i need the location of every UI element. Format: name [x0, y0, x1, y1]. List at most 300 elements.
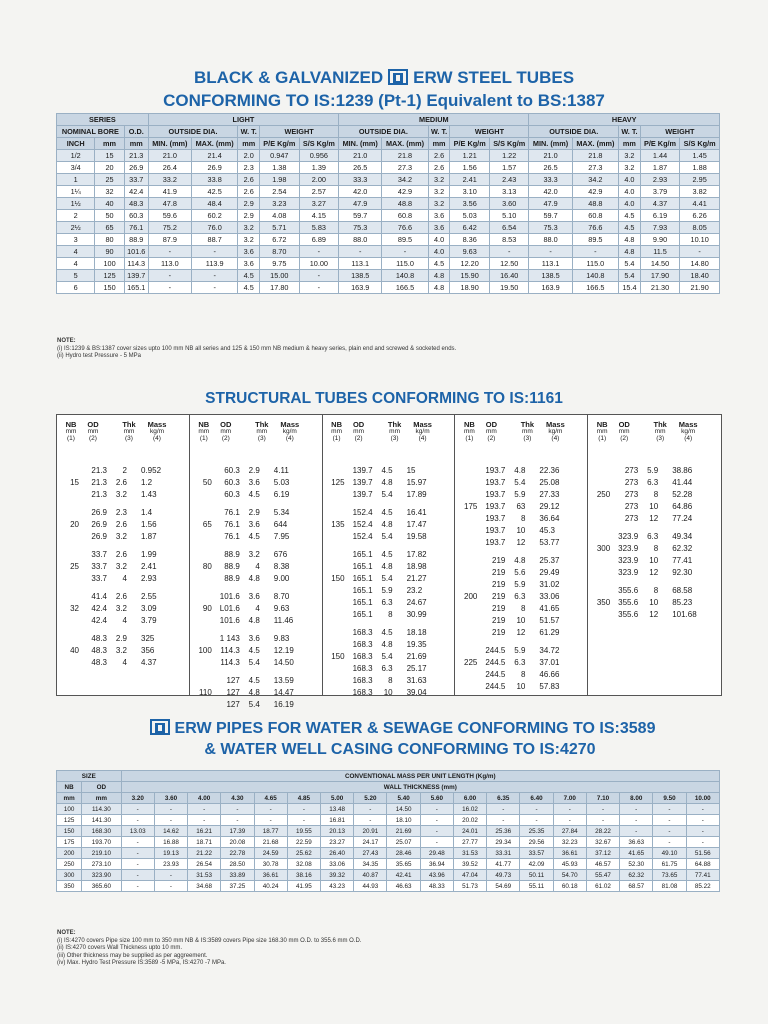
- table-cell: 16.02: [453, 804, 486, 815]
- structural-tubes-table: [56, 414, 722, 709]
- nb-value: 80: [202, 562, 212, 571]
- table-cell: 23.93: [154, 859, 187, 870]
- table-cell: 273.10: [82, 859, 121, 870]
- structural-row: [323, 609, 455, 621]
- table-cell: 42.0: [529, 186, 572, 198]
- table-cell: 125: [95, 270, 124, 282]
- table-cell: -: [287, 804, 320, 815]
- table-cell: 54.70: [553, 870, 586, 881]
- table-cell: -: [653, 804, 686, 815]
- table-cell: 75.3: [529, 222, 572, 234]
- structural-row: [190, 615, 322, 627]
- table-cell: 14.50: [387, 804, 420, 815]
- erw-notes: NOTE: (i) IS:1239 & BS:1387 cover sizes upto 100 mm NB all series and 125 & 150 mm NB medium & heavy series, plain end and screwed & socketed ends. (ii) Hydro test Pressure - 5 MPa: [57, 338, 457, 359]
- thickness-header: 4.65: [254, 793, 287, 804]
- structural-cell: 2.93: [141, 574, 157, 583]
- table-cell: 21.30: [640, 282, 680, 294]
- column-header-text: (1): [598, 435, 607, 442]
- structural-row: [455, 489, 587, 501]
- column-header-text: (4): [418, 435, 427, 442]
- table-cell: 21.69: [387, 826, 420, 837]
- table-cell: 21.8: [572, 150, 618, 162]
- thickness-header: 9.50: [653, 793, 686, 804]
- structural-cell: 10: [649, 556, 659, 565]
- table-cell: -: [121, 859, 154, 870]
- table-cell: 21.0: [148, 150, 191, 162]
- table-cell: 15: [95, 150, 124, 162]
- table-cell: 25.62: [287, 848, 320, 859]
- structural-cell: 33.7: [91, 574, 107, 583]
- table-cell: 47.9: [529, 198, 572, 210]
- table-cell: 1.39: [299, 162, 339, 174]
- structural-cell: 31.02: [539, 580, 560, 589]
- table-cell: 4.5: [619, 222, 641, 234]
- nb-value: 65: [202, 520, 212, 529]
- table-cell: 3.2: [619, 162, 641, 174]
- table-cell: 48.4: [191, 198, 237, 210]
- column-header-text: (3): [390, 435, 399, 442]
- structural-cell: 41.65: [539, 604, 560, 613]
- table-cell: 88.0: [529, 234, 572, 246]
- column-header-text: mm: [463, 428, 475, 435]
- table-cell: 33.57: [520, 848, 553, 859]
- nb-value: 40: [70, 646, 79, 655]
- structural-cell: 165.1: [352, 550, 373, 559]
- table-cell: 42.9: [382, 186, 428, 198]
- table-cell: 87.9: [148, 234, 191, 246]
- nb-value: 100: [198, 646, 212, 655]
- table-cell: 365.60: [82, 881, 121, 892]
- structural-cell: 4: [255, 562, 260, 571]
- thickness-row: [57, 793, 720, 804]
- table-cell: 163.9: [339, 282, 382, 294]
- structural-cell: 193.7: [485, 502, 506, 511]
- table-cell: 18.71: [188, 837, 221, 848]
- structural-cell: 219: [492, 580, 506, 589]
- table-cell: 20: [95, 162, 124, 174]
- table-cell: 5: [57, 270, 95, 282]
- structural-cell: 8: [653, 544, 659, 553]
- structural-row: [57, 657, 189, 669]
- nb-value: 20: [70, 520, 79, 529]
- structural-cell: 76.1: [224, 532, 240, 541]
- table-cell: 5.83: [299, 222, 339, 234]
- structural-row: [588, 477, 720, 489]
- column-header-text: (2): [354, 435, 363, 442]
- structural-row: [323, 675, 455, 687]
- structural-cell: 165.1: [352, 610, 373, 619]
- structural-row: [57, 477, 189, 489]
- structural-cell: 21.3: [91, 490, 107, 499]
- table-cell: 39.52: [453, 859, 486, 870]
- table-row: [57, 210, 720, 222]
- structural-cell: 219: [492, 628, 506, 637]
- structural-cell: 4: [122, 658, 127, 667]
- table-cell: 76.6: [382, 222, 428, 234]
- table-cell: 51.56: [686, 848, 719, 859]
- sub-header: WEIGHT: [260, 126, 339, 138]
- structural-cell: 4.5: [381, 508, 393, 517]
- table-cell: 3.2: [619, 150, 641, 162]
- table-cell: 30.78: [254, 859, 287, 870]
- structural-row: [588, 465, 720, 477]
- erw-title-line2: CONFORMING TO IS:1239 (Pt-1) Equivalent to BS:1387: [163, 91, 605, 110]
- table-cell: 3.27: [299, 198, 339, 210]
- structural-cell: 57.83: [539, 682, 560, 691]
- structural-row: [57, 645, 189, 657]
- structural-cell: 152.4: [352, 520, 373, 529]
- structural-cell: 8.70: [273, 592, 290, 601]
- column-header: S/S Kg/m: [680, 138, 720, 150]
- structural-cell: 5.4: [381, 532, 393, 541]
- sub-header: WEIGHT: [640, 126, 719, 138]
- thickness-header: 10.00: [686, 793, 719, 804]
- column-header: MIN. (mm): [339, 138, 382, 150]
- table-cell: 65: [95, 222, 124, 234]
- table-cell: 1.98: [260, 174, 300, 186]
- table-cell: 80: [95, 234, 124, 246]
- nb-value: 300: [596, 544, 611, 553]
- table-cell: 26.9: [124, 162, 148, 174]
- table-cell: 3.79: [640, 186, 680, 198]
- table-cell: 8.53: [489, 234, 529, 246]
- structural-cell: 219: [492, 568, 506, 577]
- table-cell: 26.54: [188, 859, 221, 870]
- structural-cell: 68.58: [672, 586, 693, 595]
- structural-cell: 92.30: [672, 568, 693, 577]
- table-cell: 16.21: [188, 826, 221, 837]
- table-cell: 139.7: [124, 270, 148, 282]
- table-cell: 62.32: [620, 870, 653, 881]
- table-cell: 250: [57, 859, 82, 870]
- structural-cell: 2.9: [248, 466, 260, 475]
- structural-cell: 5.03: [273, 478, 290, 487]
- structural-cell: 2.6: [115, 520, 127, 529]
- table-cell: 33.06: [321, 859, 354, 870]
- unit-cell: mm: [57, 793, 82, 804]
- table-cell: -: [653, 826, 686, 837]
- table-cell: 6: [57, 282, 95, 294]
- thickness-header: 4.00: [188, 793, 221, 804]
- table-cell: 39.32: [321, 870, 354, 881]
- table-cell: 14.62: [154, 826, 187, 837]
- table-cell: -: [299, 246, 339, 258]
- table-cell: 55.47: [586, 870, 619, 881]
- table-cell: -: [520, 815, 553, 826]
- table-cell: 113.0: [148, 258, 191, 270]
- table-cell: 18.77: [254, 826, 287, 837]
- table-cell: 114.3: [124, 258, 148, 270]
- structural-cell: 85.23: [672, 598, 693, 607]
- structural-row: [588, 585, 720, 597]
- structural-row: [57, 465, 189, 477]
- table-cell: 2.0: [238, 150, 260, 162]
- structural-cell: 19.35: [406, 640, 427, 649]
- column-header-text: Thk: [255, 420, 269, 429]
- sub-header: W. T.: [238, 126, 260, 138]
- table-cell: -: [653, 837, 686, 848]
- table-cell: 175: [57, 837, 82, 848]
- structural-cell: 168.3: [352, 640, 373, 649]
- sub-header: WEIGHT: [450, 126, 529, 138]
- structural-cell: 0.952: [141, 466, 162, 475]
- table-cell: -: [520, 804, 553, 815]
- structural-cell: 168.3: [352, 628, 373, 637]
- structural-cell: 168.3: [352, 688, 373, 697]
- structural-row: [57, 615, 189, 627]
- structural-cell: 41.4: [91, 592, 107, 601]
- table-cell: 33.8: [191, 174, 237, 186]
- structural-row: [455, 501, 587, 513]
- structural-cell: 244.5: [485, 670, 506, 679]
- structural-row: [190, 687, 322, 699]
- table-cell: 4: [57, 258, 95, 270]
- table-cell: 113.1: [529, 258, 572, 270]
- table-row: [57, 804, 720, 815]
- structural-cell: 193.7: [485, 466, 506, 475]
- table-cell: -: [487, 815, 520, 826]
- table-cell: -: [553, 804, 586, 815]
- table-cell: 3.2: [428, 174, 450, 186]
- structural-cell: 88.9: [224, 574, 240, 583]
- column-header-text: (1): [67, 435, 75, 442]
- structural-cell: 5.4: [381, 574, 393, 583]
- column-header-text: mm: [596, 428, 608, 435]
- table-cell: -: [572, 246, 618, 258]
- table-cell: 23.27: [321, 837, 354, 848]
- structural-row: [190, 507, 322, 519]
- table-row: [57, 282, 720, 294]
- table-cell: 42.9: [572, 186, 618, 198]
- table-cell: 6.42: [450, 222, 490, 234]
- structural-cell: 10: [383, 688, 393, 697]
- structural-cell: 6.3: [381, 598, 393, 607]
- structural-cell: 244.5: [485, 658, 506, 667]
- table-cell: 3.10: [450, 186, 490, 198]
- table-cell: 32.23: [553, 837, 586, 848]
- table-cell: 33.31: [487, 848, 520, 859]
- table-cell: 300: [57, 870, 82, 881]
- structural-cell: 9.63: [273, 604, 290, 613]
- table-cell: -: [686, 815, 719, 826]
- structural-cell: 8: [653, 586, 659, 595]
- table-cell: 25.35: [520, 826, 553, 837]
- thickness-header: 5.60: [420, 793, 453, 804]
- structural-cell: 8: [653, 490, 659, 499]
- structural-cell: 77.41: [672, 556, 693, 565]
- sub-header: OUTSIDE DIA.: [148, 126, 238, 138]
- structural-cell: 244.5: [485, 646, 506, 655]
- structural-cell: 168.3: [352, 664, 373, 673]
- structural-cell: 165.1: [352, 574, 373, 583]
- table-cell: 4.0: [619, 198, 641, 210]
- table-cell: 4.0: [428, 246, 450, 258]
- table-cell: 18.90: [450, 282, 490, 294]
- thickness-header: 6.00: [453, 793, 486, 804]
- structural-cell: 219: [492, 604, 506, 613]
- structural-row: [190, 633, 322, 645]
- column-header-text: (4): [285, 435, 294, 442]
- structural-cell: 21.69: [406, 652, 427, 661]
- nb-value: 350: [596, 598, 611, 607]
- column-header: mm: [95, 138, 124, 150]
- structural-cell: 139.7: [352, 478, 373, 487]
- structural-cell: 4.5: [248, 676, 260, 685]
- column-header-text: mm: [65, 428, 77, 435]
- column-header-text: (2): [620, 435, 629, 442]
- structural-cell: 18.98: [406, 562, 427, 571]
- table-cell: -: [191, 270, 237, 282]
- table-cell: 5.03: [450, 210, 490, 222]
- table-cell: 4: [57, 246, 95, 258]
- nb-value: 15: [70, 478, 79, 487]
- structural-cell: 244.5: [485, 682, 506, 691]
- table-row: [57, 881, 720, 892]
- structural-row: [190, 531, 322, 543]
- table-cell: 33.2: [148, 174, 191, 186]
- table-cell: 3.6: [428, 210, 450, 222]
- structural-cell: 10: [649, 598, 659, 607]
- structural-column: [190, 415, 323, 709]
- nb-value: 125: [331, 478, 345, 487]
- structural-cell: 18.18: [406, 628, 427, 637]
- table-cell: 34.2: [382, 174, 428, 186]
- table-cell: 1.87: [640, 162, 680, 174]
- table-cell: 9.75: [260, 258, 300, 270]
- table-cell: 48.33: [420, 881, 453, 892]
- nb-value: 150: [331, 574, 345, 583]
- table-cell: 48.3: [124, 198, 148, 210]
- column-header-row: [57, 138, 720, 150]
- table-cell: 3.6: [428, 222, 450, 234]
- table-cell: 76.6: [572, 222, 618, 234]
- structural-cell: 101.6: [219, 616, 240, 625]
- table-cell: 2.95: [680, 174, 720, 186]
- table-row: [57, 270, 720, 282]
- structural-cell: 4: [122, 616, 127, 625]
- structural-cell: 22.36: [539, 466, 560, 475]
- group-light: LIGHT: [148, 114, 338, 126]
- structural-cell: 3.6: [248, 592, 260, 601]
- structural-cell: 323.9: [618, 544, 639, 553]
- structural-cell: 3.2: [115, 490, 127, 499]
- table-cell: 33.3: [339, 174, 382, 186]
- structural-cell: 39.04: [406, 688, 427, 697]
- table-cell: 60.18: [553, 881, 586, 892]
- structural-cell: 4.5: [248, 532, 260, 541]
- structural-row: [588, 501, 720, 513]
- table-cell: 1.21: [450, 150, 490, 162]
- table-cell: 4.08: [260, 210, 300, 222]
- structural-row: [190, 603, 322, 615]
- structural-cell: 4.8: [248, 616, 260, 625]
- table-cell: 76.0: [191, 222, 237, 234]
- thickness-header: 3.20: [121, 793, 154, 804]
- structural-row: [323, 663, 455, 675]
- table-cell: -: [586, 804, 619, 815]
- table-cell: -: [420, 815, 453, 826]
- structural-cell: 77.24: [672, 514, 693, 523]
- column-header-text: (2): [221, 435, 230, 442]
- structural-cell: 644: [273, 520, 288, 529]
- structural-cell: 5.9: [514, 646, 526, 655]
- structural-cell: 17.82: [406, 550, 427, 559]
- structural-row: [323, 549, 455, 561]
- nb-header: NB: [57, 782, 82, 793]
- table-cell: 81.08: [653, 881, 686, 892]
- table-cell: 2.43: [489, 174, 529, 186]
- table-row: [57, 837, 720, 848]
- structural-cell: 4.8: [381, 520, 393, 529]
- structural-cell: 33.06: [539, 592, 560, 601]
- table-cell: 14.50: [640, 258, 680, 270]
- structural-row: [588, 489, 720, 501]
- table-cell: -: [121, 870, 154, 881]
- column-header-text: mm: [485, 428, 497, 435]
- structural-row: [190, 477, 322, 489]
- thickness-header: 5.40: [387, 793, 420, 804]
- column-header: mm: [428, 138, 450, 150]
- table-cell: 1/2: [57, 150, 95, 162]
- structural-cell: 152.4: [352, 508, 373, 517]
- table-cell: 4.8: [428, 270, 450, 282]
- structural-cell: 3.09: [141, 604, 157, 613]
- structural-cell: 8: [520, 670, 526, 679]
- table-cell: 41.95: [287, 881, 320, 892]
- structural-cell: 3.79: [141, 616, 157, 625]
- table-cell: 12.50: [489, 258, 529, 270]
- structural-cell: 219: [492, 556, 506, 565]
- structural-row: [455, 579, 587, 591]
- sub-header: W. T.: [619, 126, 641, 138]
- table-cell: -: [529, 246, 572, 258]
- structural-cell: 2.9: [248, 508, 260, 517]
- structural-cell: 2.41: [141, 562, 157, 571]
- table-cell: 77.41: [686, 870, 719, 881]
- column-header-text: kg/m: [548, 428, 563, 435]
- table-cell: 140.8: [382, 270, 428, 282]
- table-cell: 29.48: [420, 848, 453, 859]
- table-cell: 33.3: [529, 174, 572, 186]
- structural-cell: 4.8: [381, 640, 393, 649]
- group-medium: MEDIUM: [339, 114, 529, 126]
- structural-row: [57, 489, 189, 501]
- structural-cell: 3.2: [115, 604, 127, 613]
- thickness-header: 5.00: [321, 793, 354, 804]
- sub-header: NOMINAL BORE: [57, 126, 125, 138]
- column-header-text: mm: [521, 428, 533, 435]
- table-cell: 4.15: [299, 210, 339, 222]
- table-cell: 16.40: [489, 270, 529, 282]
- table-cell: 8.70: [260, 246, 300, 258]
- table-cell: 100: [57, 804, 82, 815]
- structural-cell: 36.64: [539, 514, 560, 523]
- structural-cell: 17.47: [406, 520, 427, 529]
- structural-cell: 88.9: [224, 562, 240, 571]
- column-header-text: Mass: [413, 420, 432, 429]
- table-cell: 3.56: [450, 198, 490, 210]
- structural-row: [190, 645, 322, 657]
- table-row: [57, 186, 720, 198]
- table-cell: 22.59: [287, 837, 320, 848]
- structural-cell: 48.3: [91, 658, 107, 667]
- table-cell: 3.2: [428, 186, 450, 198]
- table-cell: 2.6: [428, 162, 450, 174]
- structural-row: [57, 573, 189, 585]
- structural-cell: 193.7: [485, 538, 506, 547]
- table-cell: 3.23: [260, 198, 300, 210]
- structural-cell: 9.00: [273, 574, 290, 583]
